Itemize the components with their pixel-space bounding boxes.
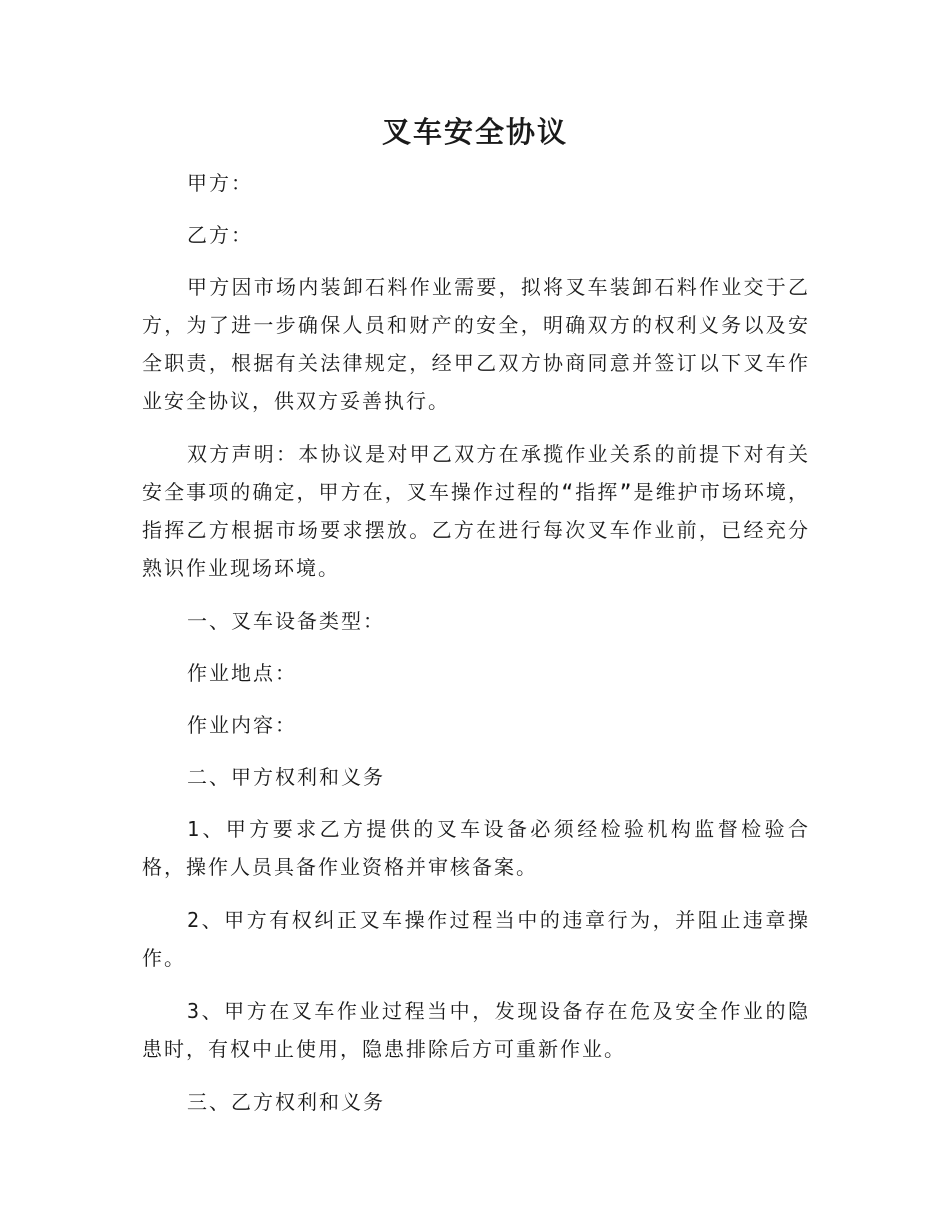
party-a-line: 甲方：	[187, 171, 253, 195]
work-location-line: 作业地点：	[187, 661, 297, 685]
intro-paragraph: 甲方因市场内装卸石料作业需要，拟将叉车装卸石料作业交于乙方，为了进一步确保人员和财产的安全，明确双方的权利义务以及安全职责，根据有关法律规定，经甲乙双方协商同意并签订以下叉车作业安全协议，供双方妥善执行。	[142, 275, 810, 413]
work-content-line: 作业内容：	[187, 713, 297, 737]
document-body	[142, 164, 810, 1135]
party-b-line: 乙方：	[187, 223, 253, 247]
clause-2-3: 3、甲方在叉车作业过程当中，发现设备存在危及安全作业的隐患时，有权中止使用，隐患排除后方可重新作业。	[142, 999, 810, 1061]
clause-2-2: 2、甲方有权纠正叉车操作过程当中的违章行为，并阻止违章操作。	[142, 908, 810, 970]
section-3-heading: 三、乙方权利和义务	[187, 1090, 385, 1114]
clause-2-1: 1、甲方要求乙方提供的叉车设备必须经检验机构监督检验合格，操作人员具备作业资格并审核备案。	[142, 817, 810, 879]
section-1-heading: 一、叉车设备类型：	[187, 609, 385, 633]
document-title: 叉车安全协议	[381, 115, 568, 149]
declaration-paragraph: 双方声明：本协议是对甲乙双方在承揽作业关系的前提下对有关安全事项的确定，甲方在，叉车操作过程的“指挥”是维护市场环境，指挥乙方根据市场要求摆放。乙方在进行每次叉车作业前，已经充分熟识作业现场环境。	[142, 442, 810, 580]
section-2-heading: 二、甲方权利和义务	[187, 765, 385, 789]
